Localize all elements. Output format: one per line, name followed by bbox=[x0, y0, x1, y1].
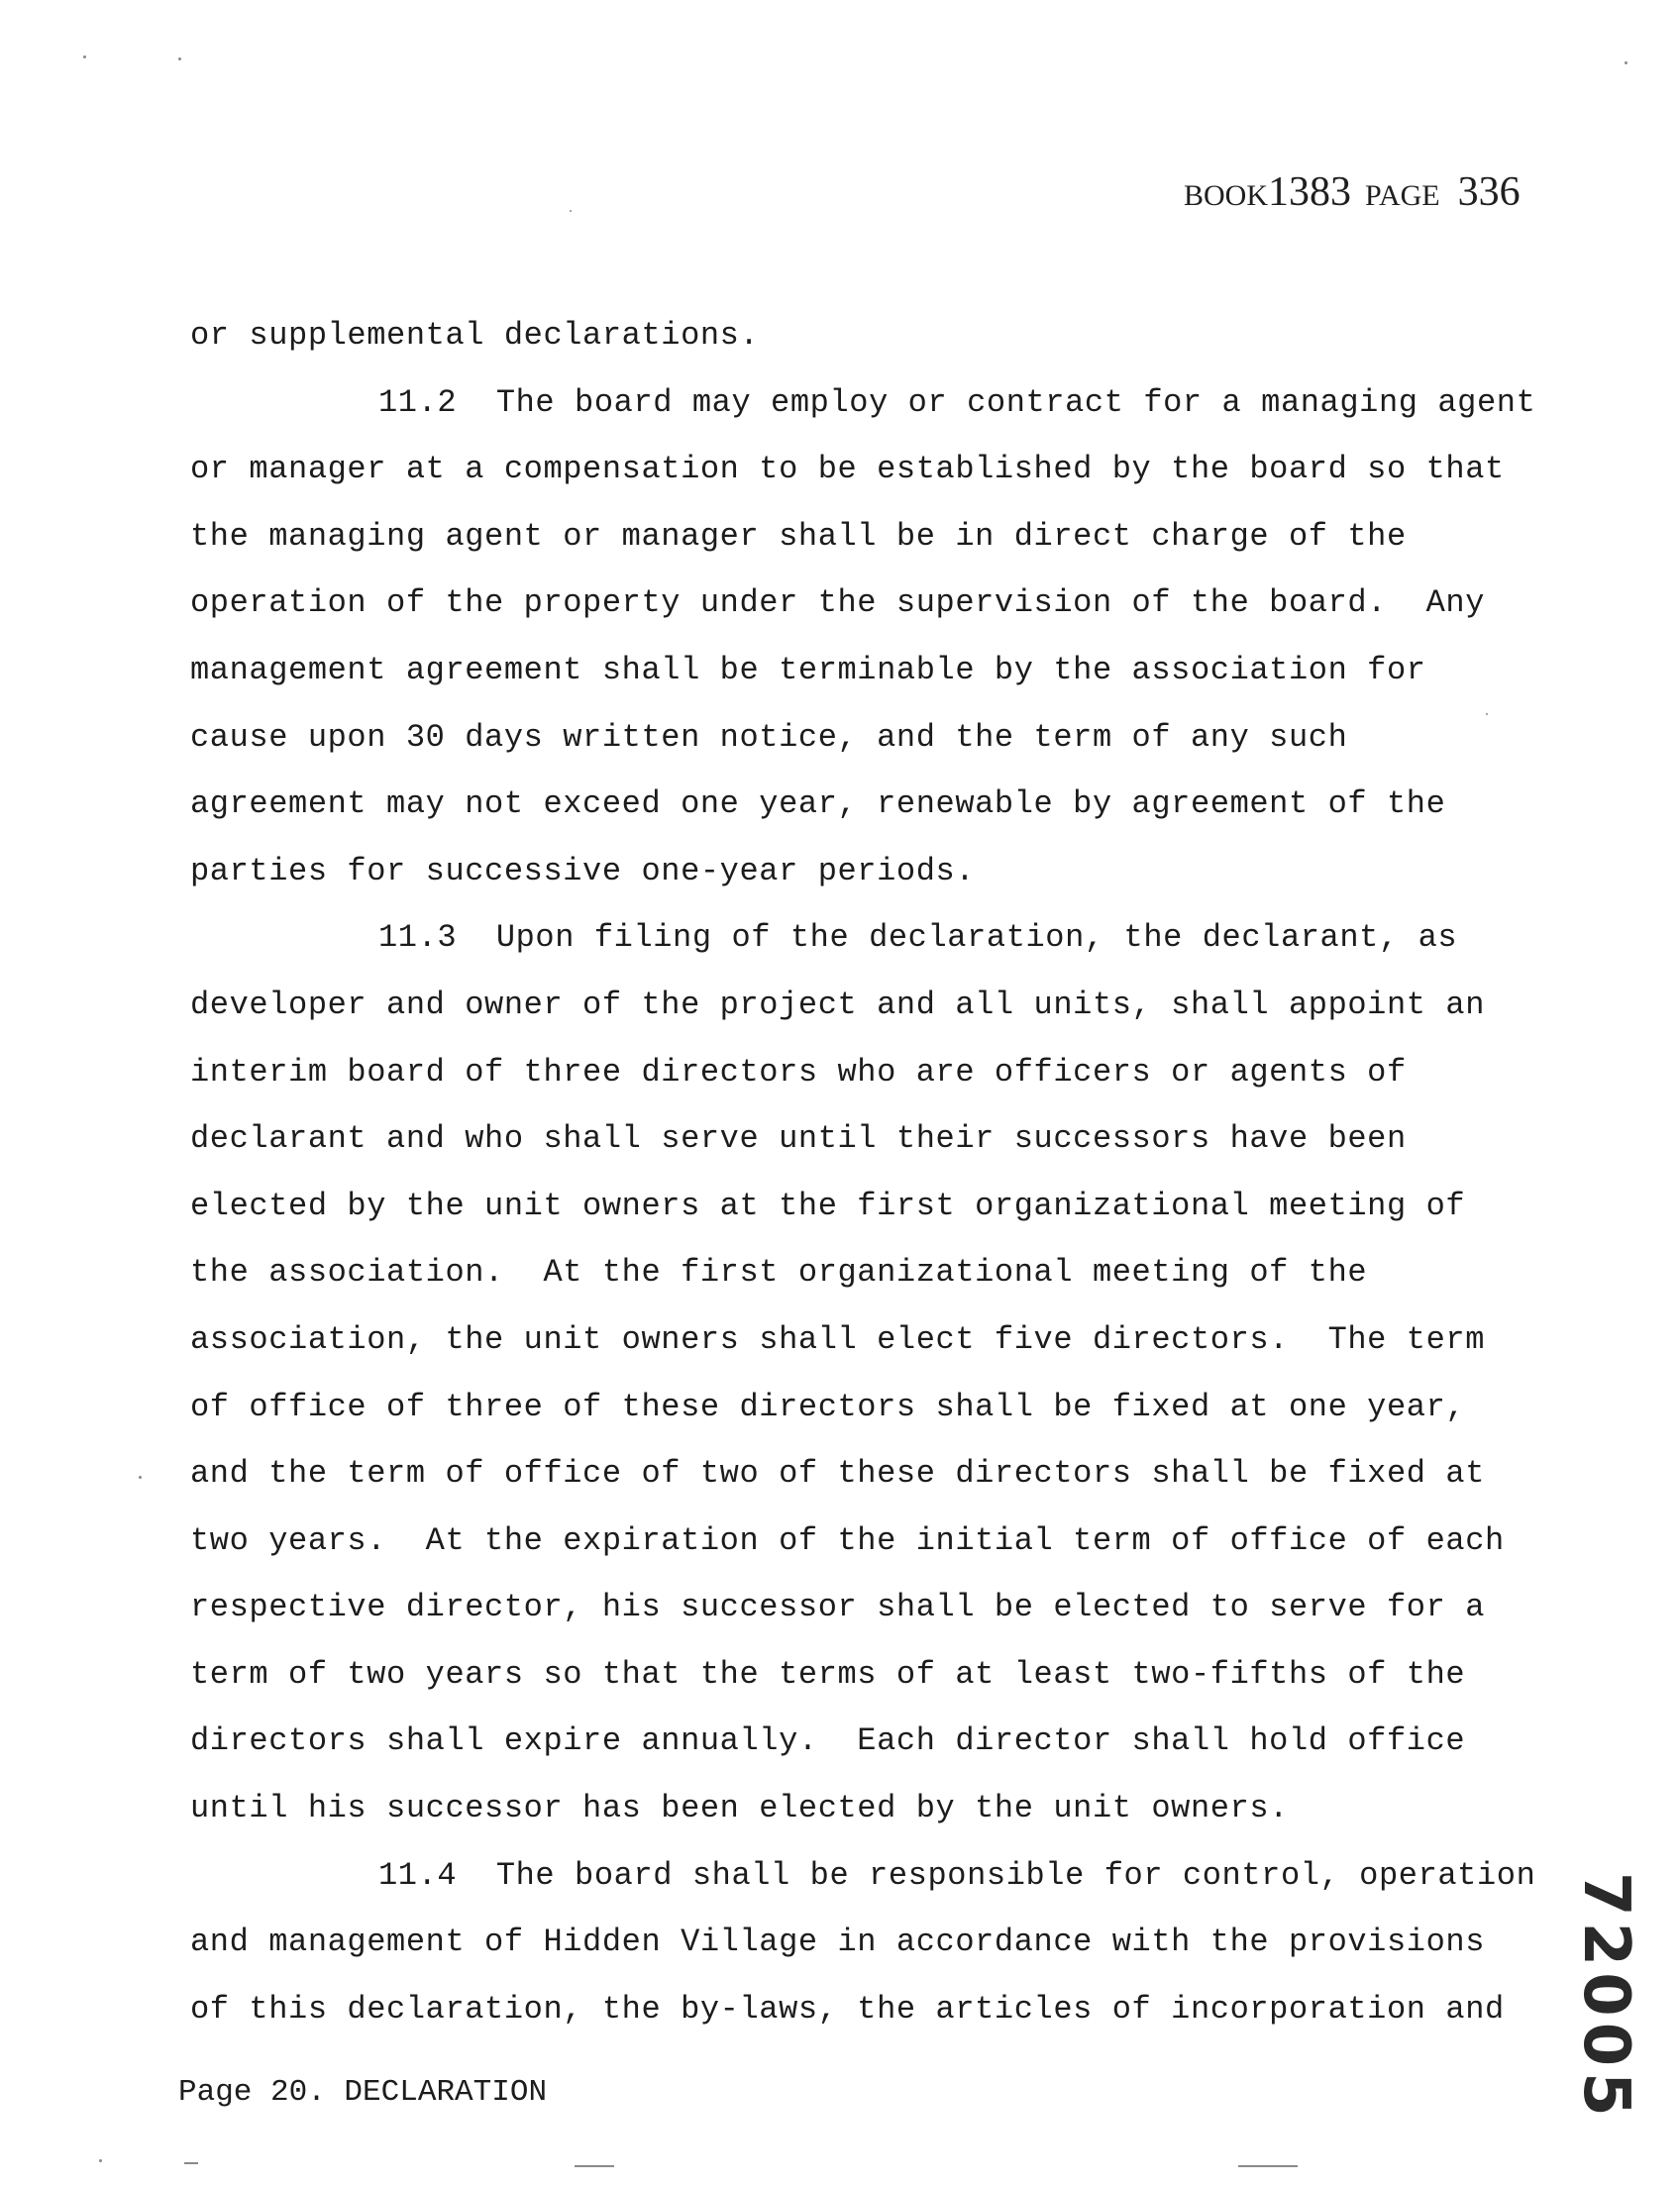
scan-speck bbox=[178, 57, 181, 60]
text-line: 11.2 The board may employ or contract for a managing agent bbox=[378, 383, 1536, 421]
scan-speck bbox=[575, 2165, 614, 2167]
book-number: 1383 bbox=[1268, 169, 1352, 215]
text-line: the managing agent or manager shall be in direct charge of the bbox=[190, 517, 1407, 555]
text-line: two years. At the expiration of the initial term of office of each bbox=[190, 1521, 1505, 1559]
declaration-body-text bbox=[190, 302, 1597, 2042]
text-line: operation of the property under the supervision of the board. Any bbox=[190, 584, 1486, 622]
text-line: of this declaration, the by-laws, the articles of incorporation and bbox=[190, 1990, 1505, 2028]
scan-speck bbox=[184, 2162, 198, 2164]
book-page-header bbox=[1184, 168, 1521, 216]
text-line: parties for successive one-year periods. bbox=[190, 852, 976, 889]
text-line: and the term of office of two of these directors shall be fixed at bbox=[190, 1455, 1486, 1493]
text-line: until his successor has been elected by the unit owners. bbox=[190, 1790, 1289, 1827]
book-label: BOOK bbox=[1184, 179, 1269, 212]
text-line: of office of three of these directors shall be fixed at one year, bbox=[190, 1388, 1466, 1425]
page-number: 336 bbox=[1457, 169, 1521, 215]
scan-speck bbox=[99, 2159, 102, 2162]
text-line: 11.4 The board shall be responsible for control, operation bbox=[378, 1856, 1536, 1894]
recording-stamp-number: 72005 bbox=[1569, 1872, 1642, 2123]
text-line: interim board of three directors who are officers or agents of bbox=[190, 1053, 1407, 1091]
text-line: management agreement shall be terminable by the association for bbox=[190, 651, 1426, 688]
text-line: elected by the unit owners at the first organizational meeting of bbox=[190, 1187, 1466, 1224]
scan-speck bbox=[1625, 61, 1628, 64]
text-line: and management of Hidden Village in accordance with the provisions bbox=[190, 1924, 1486, 1961]
text-line: or manager at a compensation to be established by the board so that bbox=[190, 451, 1505, 488]
scan-speck bbox=[83, 55, 86, 58]
scan-speck bbox=[1238, 2165, 1298, 2167]
text-line: developer and owner of the project and all units, shall appoint an bbox=[190, 986, 1486, 1023]
text-line: agreement may not exceed one year, renewable by agreement of the bbox=[190, 785, 1446, 823]
text-line: cause upon 30 days written notice, and the term of any such bbox=[190, 718, 1348, 756]
page-footer: Page 20. DECLARATION bbox=[178, 2075, 548, 2110]
scan-speck bbox=[139, 1476, 142, 1479]
text-line: directors shall expire annually. Each director shall hold office bbox=[190, 1722, 1466, 1760]
page-label: PAGE bbox=[1365, 179, 1440, 212]
scan-speck bbox=[1486, 713, 1488, 715]
text-line: term of two years so that the terms of at least two-fifths of the bbox=[190, 1655, 1466, 1693]
text-line: declarant and who shall serve until their successors have been bbox=[190, 1120, 1407, 1158]
text-line: or supplemental declarations. bbox=[190, 317, 760, 354]
text-line: association, the unit owners shall elect five directors. The term bbox=[190, 1320, 1486, 1358]
text-line: the association. At the first organizational meeting of the bbox=[190, 1254, 1368, 1292]
scan-speck bbox=[570, 210, 572, 212]
text-line: 11.3 Upon filing of the declaration, the declarant, as bbox=[378, 919, 1458, 957]
text-line: respective director, his successor shall be elected to serve for a bbox=[190, 1589, 1486, 1626]
